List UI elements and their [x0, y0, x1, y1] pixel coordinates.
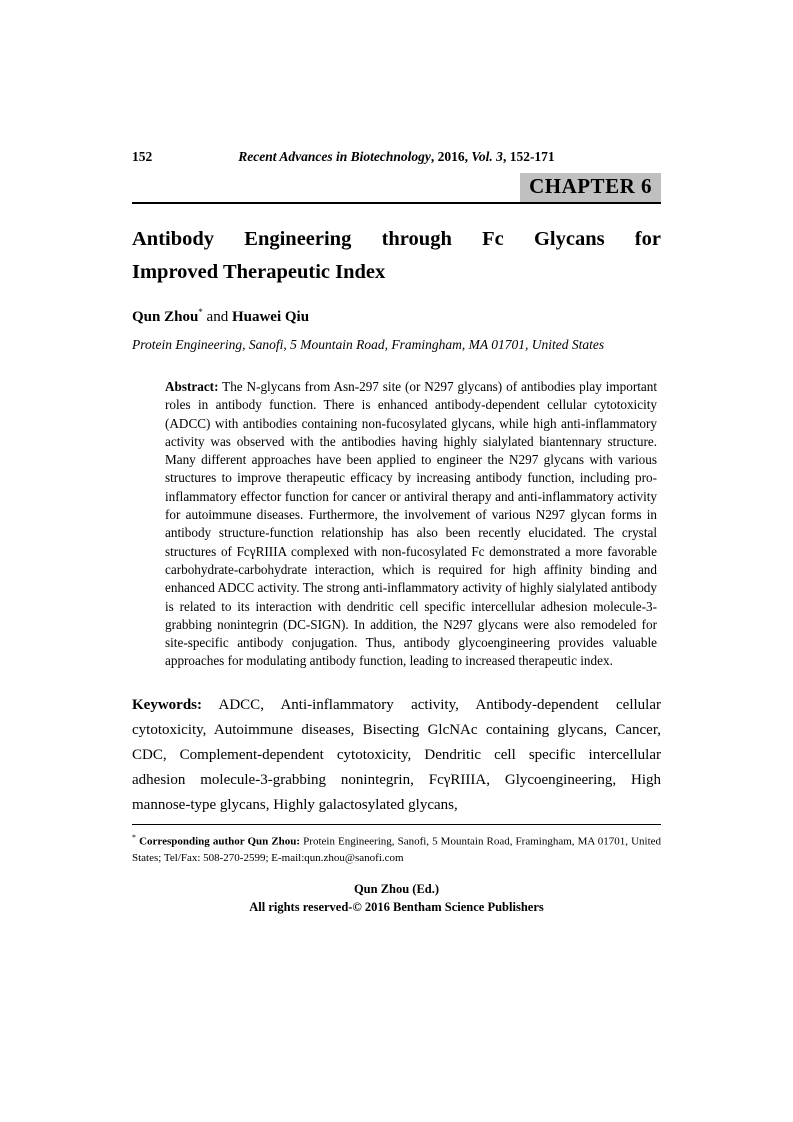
journal-title: Recent Advances in Biotechnology — [238, 149, 431, 164]
footer-rights: All rights reserved-© 2016 Bentham Science Publishers — [249, 900, 544, 915]
keywords — [132, 693, 661, 818]
keywords-label: Keywords: — [132, 696, 202, 713]
affiliation: Protein Engineering, Sanofi, 5 Mountain Road, Framingham, MA 01701, United States — [132, 337, 605, 352]
author-connector: and — [202, 309, 232, 325]
author-2: Huawei Qiu — [231, 309, 310, 325]
footnote-text: Protein Engineering, Sanofi, 5 Mountain Road, Framingham, MA 01701, United States; Tel/Fax: 508-270-2599; E-mail:qun.zhou@sanofi.com — [132, 835, 662, 865]
footer — [132, 880, 661, 916]
journal-reference — [132, 148, 661, 166]
footer-editor: Qun Zhou (Ed.) — [353, 882, 440, 897]
abstract-label: Abstract: — [165, 379, 219, 394]
corresponding-author-mark: * — [198, 307, 203, 317]
journal-volume: Vol. 3 — [471, 149, 503, 164]
footnote-marker: * — [132, 832, 136, 842]
authors-line — [132, 302, 661, 327]
author-1: Qun Zhou — [132, 309, 199, 325]
abstract — [165, 378, 657, 671]
page-number: 152 — [132, 149, 153, 164]
abstract-text: The N-glycans from Asn-297 site (or N297 glycans) of antibodies play important roles in antibody function. There is enhanced antibody-dependent cellular cytotoxicity (ADCC) with antibodies containing non-fucosylated glycans, while high anti-inflammatory activity was observed with the antibodies having highly sialylated biantennary structure. Many different approaches have been applied to engineer the N297 glycans with various structures to improve therapeutic efficacy by increasing antibody function, including pro-inflammatory effector function for cancer or antiviral therapy and anti-inflammatory activity for autoimmune diseases. Furthermore, the involvement of various N297 glycan forms in antibody structure-function relationship has also been recently elucidated. The crystal structures of FcγRIIIA complexed with non-fucosylated Fc demonstrated a more favorable carbohydrate-carbohydrate interaction, which is required for high affinity binding and enhanced ADCC activity. The strong anti-inflammatory activity of highly sialylated antibody is related to its interaction with dendritic cell specific intercellular adhesion molecule-3-grabbing nonintegrin (DC-SIGN). In addition, the N297 glycans were also remodeled for site-specific antibody conjugation. Thus, antibody glycoengineering provides valuable approaches for modulating antibody function, leading to increased therapeutic index. — [165, 379, 657, 669]
chapter-badge-row — [132, 173, 661, 202]
chapter-title-line1: Antibody Engineering through Fc Glycans for — [132, 228, 661, 250]
corresponding-author-footnote — [132, 829, 661, 868]
chapter-badge: CHAPTER 6 — [520, 173, 661, 202]
journal-page-range: , 152-171 — [502, 149, 555, 164]
journal-year: , 2016, — [430, 149, 472, 164]
footnote-rule — [132, 824, 661, 825]
footnote-label: Corresponding author Qun Zhou: — [139, 835, 301, 848]
chapter-title — [132, 223, 661, 289]
running-head — [132, 148, 661, 168]
header-rule — [132, 202, 661, 204]
keywords-text: ADCC, Anti-inflammatory activity, Antibody-dependent cellular cytotoxicity, Autoimmune diseases, Bisecting GlcNAc containing glycans, Cancer, CDC, Complement-dependent cytotoxicity, Dendritic cell specific intercellular adhesion molecule-3-grabbing nonintegrin, FcγRIIIA, Glycoengineering, High mannose-type glycans, Highly galactosylated glycans, — [132, 696, 661, 813]
chapter-title-line2: Improved Therapeutic Index — [132, 261, 386, 283]
